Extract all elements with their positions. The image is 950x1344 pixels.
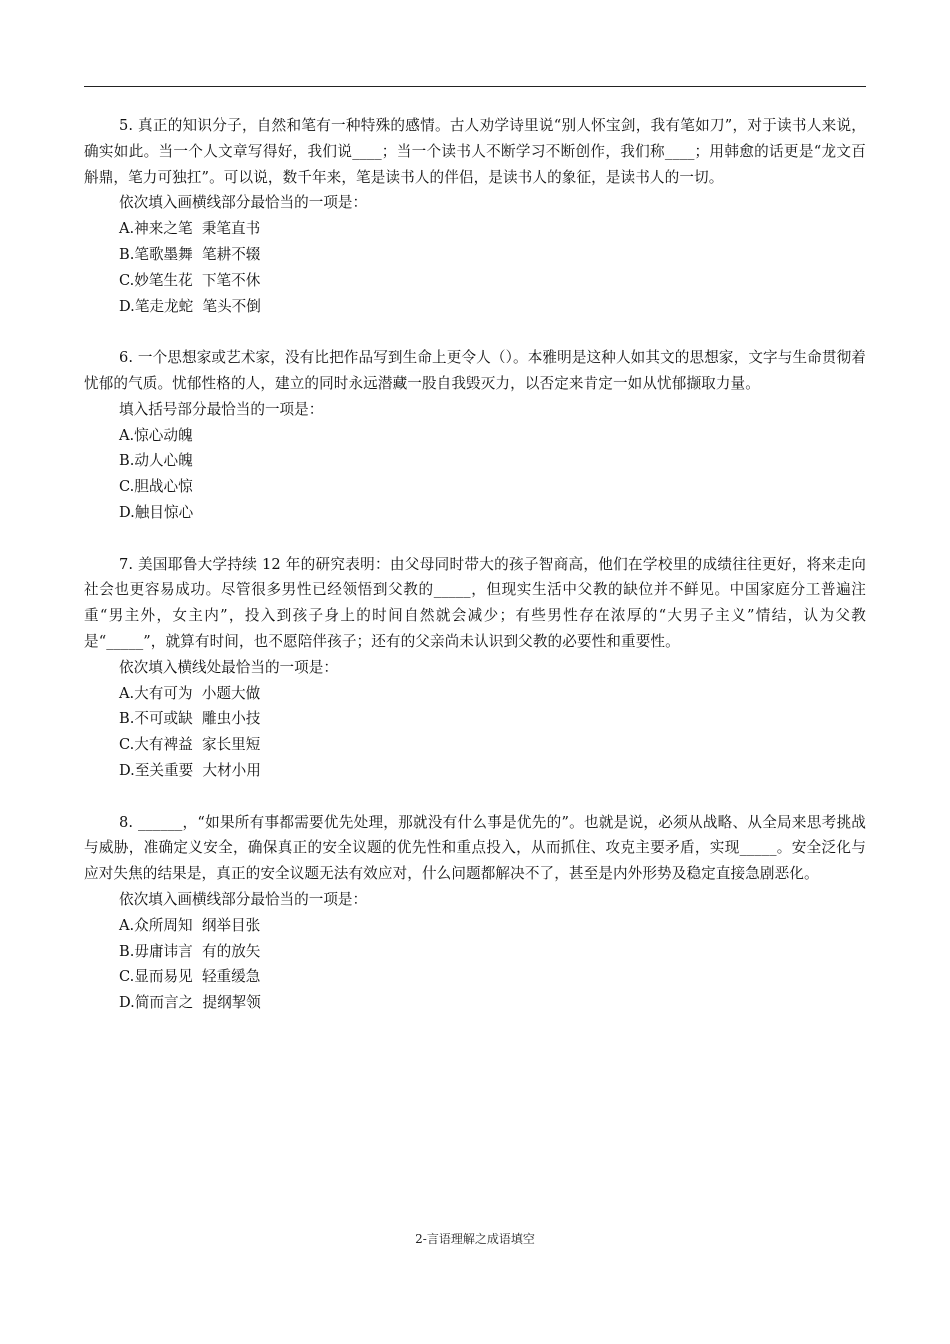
question-prompt: 填入括号部分最恰当的一项是： bbox=[119, 400, 324, 418]
option-a: A.众所周知 纲举目张 bbox=[119, 916, 261, 934]
question-prompt: 依次填入画横线部分最恰当的一项是： bbox=[119, 890, 368, 908]
option-d: D.至关重要 大材小用 bbox=[119, 761, 261, 779]
option-list bbox=[84, 423, 866, 526]
question-stem: 6. 一个思想家或艺术家，没有比把作品写到生命上更令人（）。本雅明是这种人如其文的思想家，文字与生命贯彻着忧郁的气质。忧郁性格的人，建立的同时永远潜藏一股自我毁灭力，以否定来肯定一如从忧郁撷取力量。 bbox=[84, 349, 866, 392]
question-prompt: 依次填入横线处最恰当的一项是： bbox=[119, 658, 338, 676]
question-stem: 8. ______，“如果所有事都需要优先处理，那就没有什么事是优先的”。也就是说，必须从战略、从全局来思考挑战与威胁，准确定义安全，确保真正的安全议题的优先性和重点投入，从而抓住、攻克主要矛盾，实现_____。安全泛化与应对失焦的结果是，真正的安全议题无法有效应对，什么问题都解决不了，甚至是内外形势及稳定直接急剧恶化。 bbox=[84, 813, 866, 883]
option-b: B.笔歌墨舞 笔耕不辍 bbox=[119, 245, 261, 263]
option-c: C.胆战心惊 bbox=[119, 478, 193, 496]
option-a: A.大有可为 小题大做 bbox=[119, 684, 261, 702]
option-c: C.妙笔生花 下笔不休 bbox=[119, 271, 261, 289]
page-footer: 2-言语理解之成语填空 bbox=[415, 1232, 535, 1246]
page-content bbox=[84, 113, 866, 1042]
question-7 bbox=[84, 552, 866, 784]
option-d: D.笔走龙蛇 笔头不倒 bbox=[119, 297, 261, 315]
option-b: B.毋庸讳言 有的放矢 bbox=[119, 942, 261, 960]
question-stem: 7. 美国耶鲁大学持续 12 年的研究表明：由父母同时带大的孩子智商高，他们在学校里的成绩往往更好，将来走向社会也更容易成功。尽管很多男性已经领悟到父教的_____，但现实生活中父教的缺位并不鲜见。中国家庭分工普遍注重“男主外，女主内”，投入到孩子身上的时间自然就会减少；有些男性存在浓厚的“大男子主义”情结，认为父教是“_____”，就算有时间，也不愿陪伴孩子；还有的父亲尚未认识到父教的必要性和重要性。 bbox=[84, 555, 866, 650]
option-b: B.不可或缺 雕虫小技 bbox=[119, 710, 261, 728]
question-6 bbox=[84, 345, 866, 526]
option-b: B.动人心魄 bbox=[119, 452, 193, 470]
option-c: C.显而易见 轻重缓急 bbox=[119, 968, 261, 986]
option-c: C.大有裨益 家长里短 bbox=[119, 736, 261, 754]
question-stem: 5. 真正的知识分子，自然和笔有一种特殊的感情。古人劝学诗里说“别人怀宝剑，我有笔如刀”，对于读书人来说，确实如此。当一个人文章写得好，我们说____；当一个读书人不断学习不断创作，我们称____；用韩愈的话更是“龙文百斛鼎，笔力可独扛”。可以说，数千年来，笔是读书人的伴侣，是读书人的象征，是读书人的一切。 bbox=[84, 117, 866, 186]
header-rule bbox=[84, 86, 866, 87]
option-a: A.惊心动魄 bbox=[119, 426, 193, 444]
option-list bbox=[84, 216, 866, 319]
question-prompt: 依次填入画横线部分最恰当的一项是： bbox=[119, 194, 368, 212]
question-8 bbox=[84, 810, 866, 1016]
question-5 bbox=[84, 113, 866, 319]
option-d: D.简而言之 提纲挈领 bbox=[119, 994, 261, 1012]
option-d: D.触目惊心 bbox=[119, 503, 194, 521]
option-list bbox=[84, 681, 866, 784]
option-a: A.神来之笔 秉笔直书 bbox=[119, 220, 261, 238]
option-list bbox=[84, 913, 866, 1016]
